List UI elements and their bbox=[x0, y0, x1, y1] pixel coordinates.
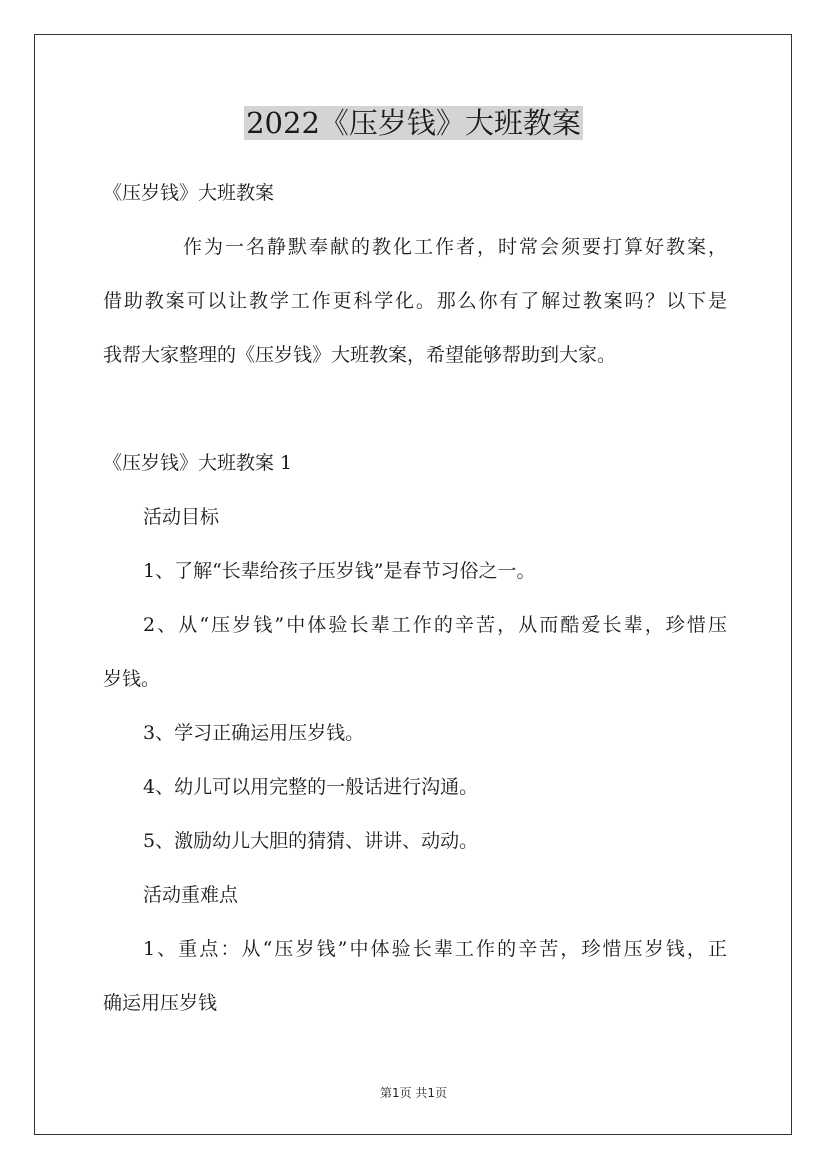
objective-item-4: 4、幼儿可以用完整的一般话进行沟通。 bbox=[143, 776, 479, 798]
intro-line-2: 借助教案可以让教学工作更科学化。那么你有了解过教案吗？以下是 bbox=[103, 290, 727, 312]
document-title bbox=[0, 103, 827, 143]
intro-line-3: 我帮大家整理的《压岁钱》大班教案，希望能够帮助到大家。 bbox=[103, 344, 617, 366]
objective-item-3: 3、学习正确运用压岁钱。 bbox=[143, 722, 365, 744]
objective-item-2-line-1: 2、从“压岁钱”中体验长辈工作的辛苦，从而酷爱长辈，珍惜压 bbox=[143, 614, 727, 636]
section-heading: 《压岁钱》大班教案 1 bbox=[103, 452, 293, 474]
key-point-item-1-line-1: 1、重点：从“压岁钱”中体验长辈工作的辛苦，珍惜压岁钱，正 bbox=[143, 938, 727, 960]
objective-item-2-line-2: 岁钱。 bbox=[103, 668, 161, 690]
intro-line-1: 作为一名静默奉献的教化工作者，时常会须要打算好教案， bbox=[183, 236, 727, 258]
page-footer: 第1页 共1页 bbox=[379, 1086, 448, 1100]
key-point-item-1-line-2: 确运用压岁钱 bbox=[103, 992, 218, 1014]
objective-item-5: 5、激励幼儿大胆的猜猜、讲讲、动动。 bbox=[143, 830, 479, 852]
objective-item-1: 1、了解“长辈给孩子压岁钱”是春节习俗之一。 bbox=[143, 560, 536, 582]
document-title-text: 2022《压岁钱》大班教案 bbox=[246, 106, 581, 140]
objectives-heading: 活动目标 bbox=[143, 506, 220, 528]
key-points-heading: 活动重难点 bbox=[143, 884, 239, 906]
document-subtitle: 《压岁钱》大班教案 bbox=[103, 182, 275, 204]
